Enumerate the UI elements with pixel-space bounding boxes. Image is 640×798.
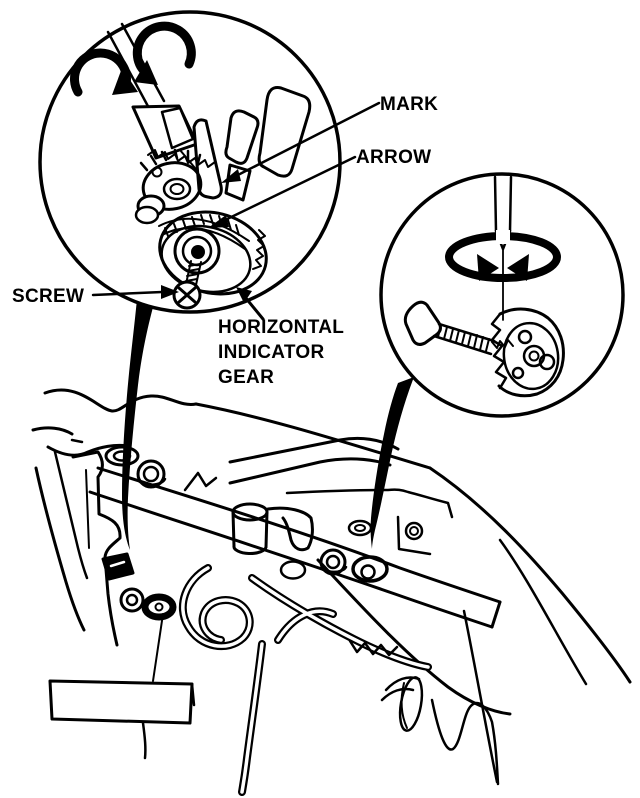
bottom-fin xyxy=(382,676,426,733)
label-horizontal-indicator-gear xyxy=(218,315,344,390)
lower-beam xyxy=(50,614,194,758)
mounting-grommet-right xyxy=(353,557,387,581)
magnified-inset-right xyxy=(381,174,623,416)
flanged-bolt xyxy=(321,550,346,574)
inset-circle-right xyxy=(381,174,623,416)
magnified-inset-left xyxy=(40,12,340,312)
label-gear-line1: HORIZONTAL xyxy=(218,317,345,338)
label-screw: SCREW xyxy=(12,286,85,307)
bolt-with-flange xyxy=(138,461,165,487)
lower-left-nut-and-ring xyxy=(121,589,173,617)
dashboard-assembly-drawing xyxy=(33,390,630,792)
label-mark: MARK xyxy=(380,94,439,115)
label-arrow: ARROW xyxy=(356,147,432,168)
bracket-hole xyxy=(281,562,305,579)
label-gear-line2: INDICATOR xyxy=(218,342,325,363)
mounting-grommet-left xyxy=(106,447,138,465)
label-gear-line3: GEAR xyxy=(218,367,275,388)
zoom-leader-right xyxy=(371,377,414,549)
wiring-harness xyxy=(183,568,428,792)
small-bolt xyxy=(398,517,430,554)
washer xyxy=(349,521,371,535)
dark-bolt-head xyxy=(103,554,133,579)
